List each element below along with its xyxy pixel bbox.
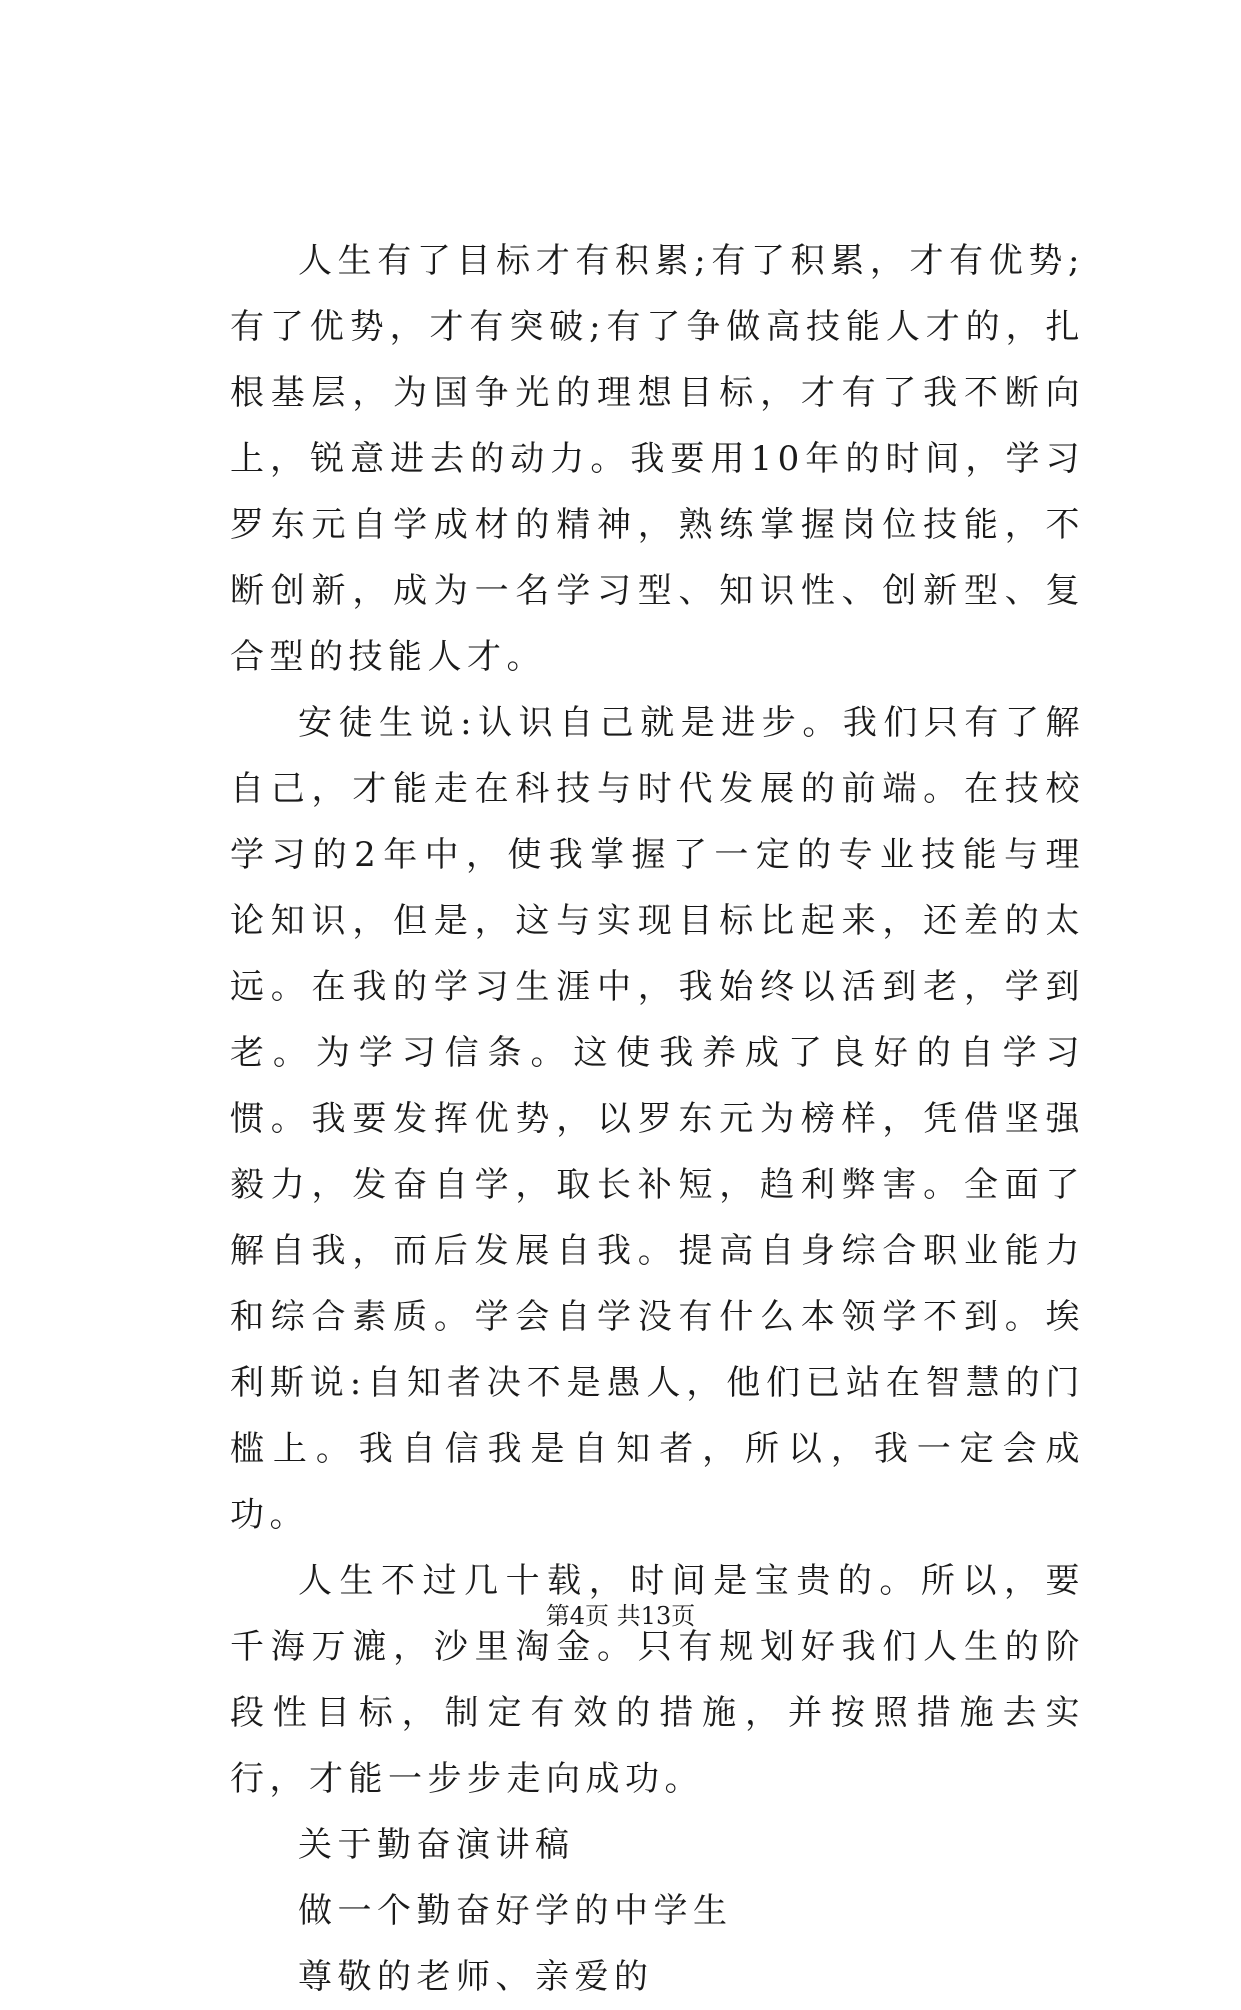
paragraph-self-knowledge: 安徒生说:认识自己就是进步。我们只有了解自己，才能走在科技与时代发展的前端。在技校学习的2年中，使我掌握了一定的专业技能与理论知识，但是，这与实现目标比起来，还差的太远。在我的学习生涯中，我始终以活到老，学到老。为学习信条。这使我养成了良好的自学习惯。我要发挥优势，以罗东元为榜样，凭借坚强毅力，发奋自学，取长补短，趋利弊害。全面了解自我，而后发展自我。提高自身综合职业能力和综合素质。学会自学没有什么本领学不到。埃利斯说:自知者决不是愚人，他们已站在智慧的门槛上。我自信我是自知者，所以，我一定会成功。 [230, 703, 1085, 1535]
document-body [230, 228, 1085, 2010]
speech-title: 关于勤奋演讲稿 [298, 1825, 575, 1865]
page-footer: 第4页 共13页 [545, 1602, 696, 1630]
speech-subtitle: 做一个勤奋好学的中学生 [298, 1891, 733, 1931]
paragraph-time: 人生不过几十载，时间是宝贵的。所以，要千海万漉，沙里淘金。只有规划好我们人生的阶段性目标，制定有效的措施，并按照措施去实行，才能一步步走向成功。 [230, 1561, 1085, 1799]
paragraph-goals: 人生有了目标才有积累;有了积累，才有优势;有了优势，才有突破;有了争做高技能人才的，扎根基层，为国争光的理想目标，才有了我不断向上，锐意进去的动力。我要用10年的时间，学习罗东元自学成材的精神，熟练掌握岗位技能，不断创新，成为一名学习型、知识性、创新型、复合型的技能人才。 [230, 241, 1085, 677]
speech-greeting: 尊敬的老师、亲爱的 [298, 1957, 654, 1997]
